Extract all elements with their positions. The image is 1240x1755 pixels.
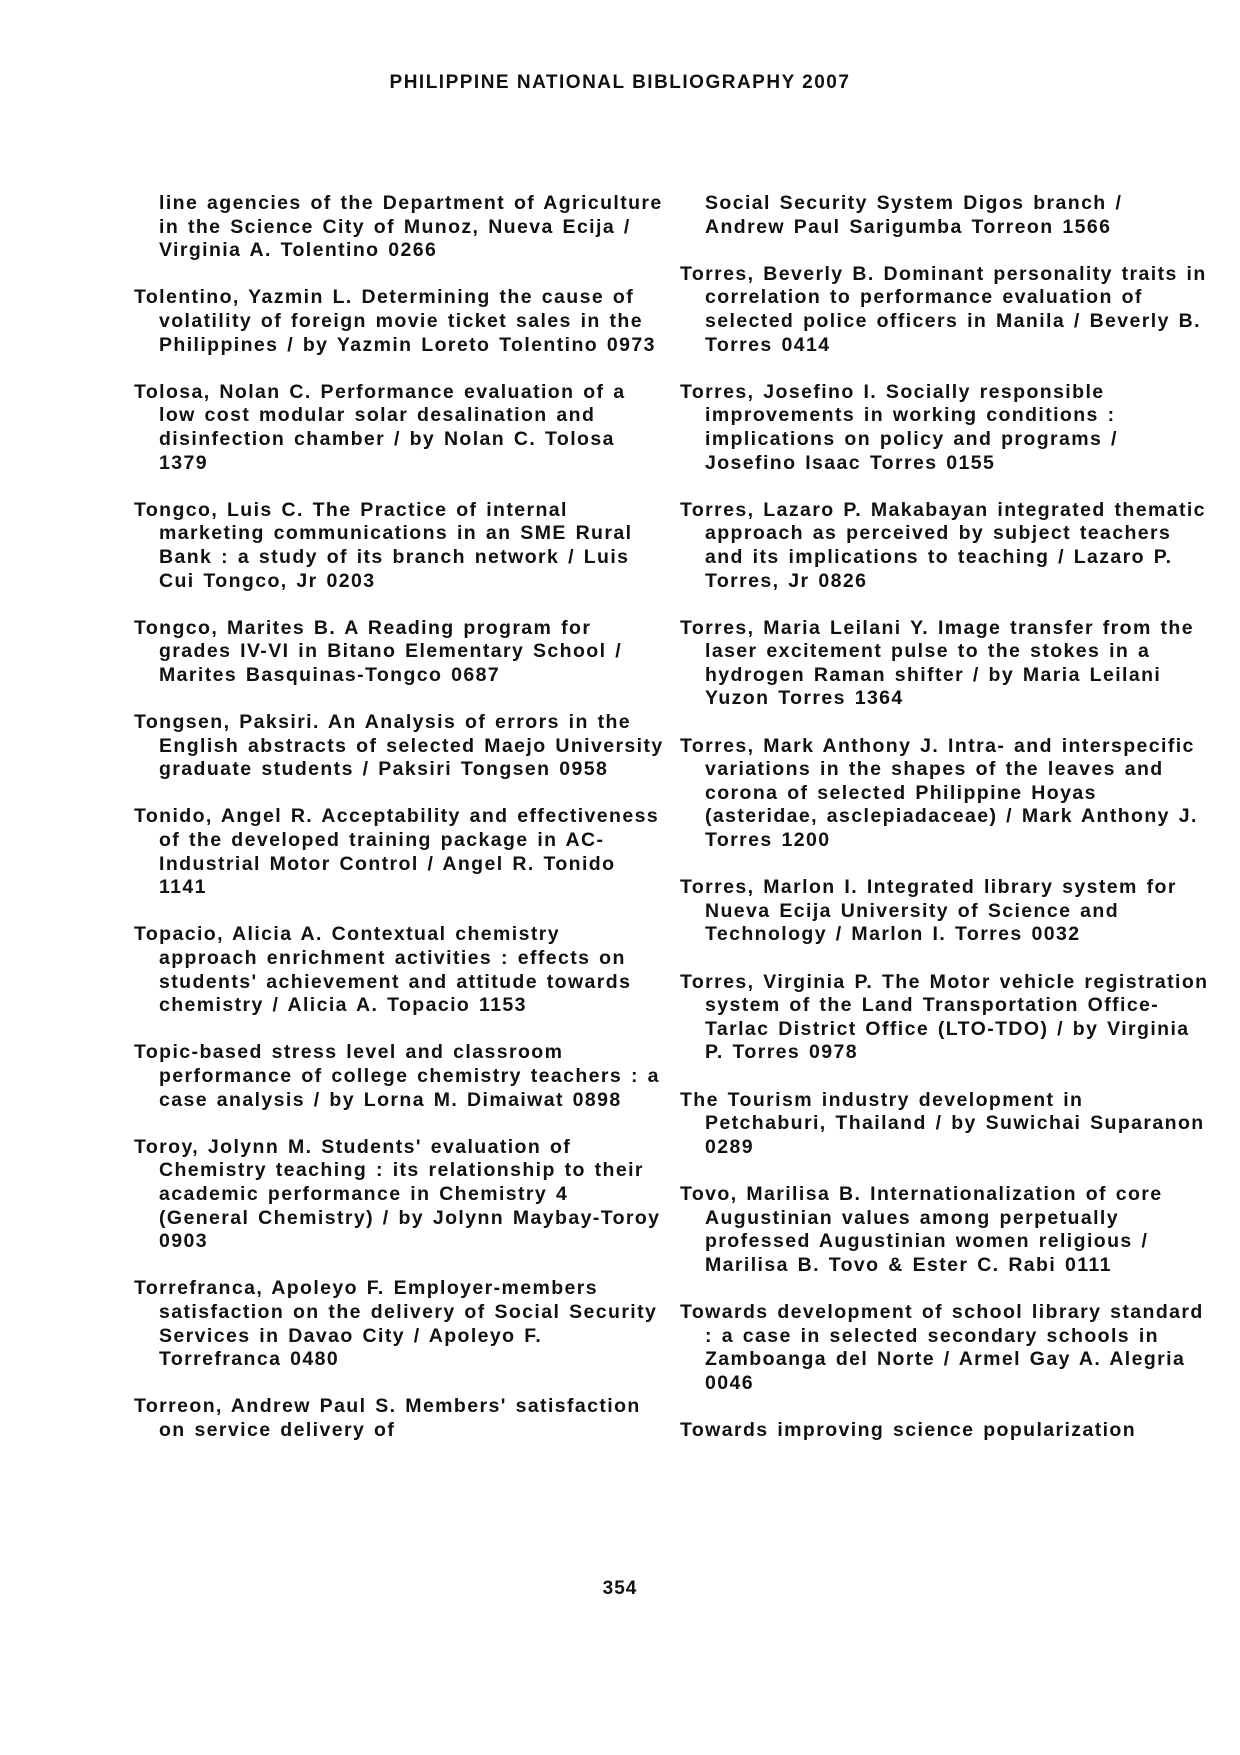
bibliography-entry: Tongco, Marites B. A Reading program for grades IV-VI in Bitano Elementary School / Marites Basquinas-Tongco 0687	[134, 616, 631, 686]
bibliography-entry: Torreon, Andrew Paul S. Members' satisfaction on service delivery of	[134, 1395, 650, 1441]
bibliography-entry: Topic-based stress level and classroom performance of college chemistry teachers : a case analysis / by Lorna M. Dimaiwat 0898	[134, 1041, 669, 1111]
bibliography-entry: Tovo, Marilisa B. Internationalization of core Augustinian values among perpetually professed Augustinian women religious / Marilisa B. Tovo & Ester C. Rabi 0111	[680, 1182, 1171, 1276]
bibliography-entry: The Tourism industry development in Petchaburi, Thailand / by Suwichai Suparanon 0289	[680, 1088, 1214, 1158]
bibliography-entry: Tongco, Luis C. The Practice of internal marketing communications in an SME Rural Bank : a study of its branch network / Luis Cui Tongco, Jr 0203	[134, 498, 642, 592]
bibliography-entry: Torrefranca, Apoleyo F. Employer-members satisfaction on the delivery of Social Security Services in Davao City / Apoleyo F. Torrefranca 0480	[134, 1277, 667, 1371]
bibliography-entry: Toroy, Jolynn M. Students' evaluation of Chemistry teaching : its relationship to their academic performance in Chemistry 4 (General Chemistry) / by Jolynn Maybay-Toroy 0903	[134, 1135, 670, 1253]
bibliography-entry: Tolosa, Nolan C. Performance evaluation of a low cost modular solar desalination and disinfection chamber / by Nolan C. Tolosa 1379	[134, 380, 635, 474]
bibliography-entry: Torres, Virginia P. The Motor vehicle registration system of the Land Transportation Office-Tarlac District Office (LTO-TDO) / by Virginia P. Torres 0978	[680, 970, 1218, 1064]
page-number: 354	[602, 1578, 638, 1599]
bibliography-entry: Torres, Marlon I. Integrated library system for Nueva Ecija University of Science and Technology / Marlon I. Torres 0032	[680, 876, 1186, 946]
bibliography-entry: Torres, Josefino I. Socially responsible improvements in working conditions : implications on policy and programs / Josefino Isaac Torres 0155	[680, 380, 1127, 474]
bibliography-entry: Tongsen, Paksiri. An Analysis of errors in the English abstracts of selected Maejo University graduate students / Paksiri Tongsen 0958	[134, 711, 673, 781]
bibliography-entry: Torres, Beverly B. Dominant personality traits in correlation to performance evaluation of selected police officers in Manila / Beverly B. Torres 0414	[680, 262, 1216, 356]
bibliography-entry: Torres, Mark Anthony J. Intra- and interspecific variations in the shapes of the leaves and corona of selected Philippine Hoyas (asteridae, asclepiadaceae) / Mark Anthony J. Torres 1200	[680, 734, 1207, 852]
bibliography-entry: Torres, Maria Leilani Y. Image transfer from the laser excitement pulse to the stokes in a hydrogen Raman shifter / by Maria Leilani Yuzon Torres 1364	[680, 616, 1203, 710]
left-column	[134, 192, 673, 1466]
bibliography-entry: Tonido, Angel R. Acceptability and effectiveness of the developed training package in AC-Industrial Motor Control / Angel R. Tonido 1141	[134, 805, 668, 899]
bibliography-entry: Towards improving science popularization	[680, 1418, 1137, 1441]
running-head-title: PHILIPPINE NATIONAL BIBLIOGRAPHY 2007	[389, 72, 851, 93]
bibliography-entry: line agencies of the Department of Agriculture in the Science City of Munoz, Nueva Ecija / Virginia A. Tolentino 0266	[159, 192, 672, 262]
bibliography-entry: Topacio, Alicia A. Contextual chemistry approach enrichment activities : effects on students' achievement and attitude towards chemistry / Alicia A. Topacio 1153	[134, 923, 641, 1017]
bibliography-entry: Torres, Lazaro P. Makabayan integrated thematic approach as perceived by subject teachers and its implications to teaching / Lazaro P. Torres, Jr 0826	[680, 498, 1215, 592]
right-column	[680, 192, 1218, 1466]
bibliography-entry: Social Security System Digos branch / Andrew Paul Sarigumba Torreon 1566	[705, 192, 1131, 238]
bibliography-entry: Tolentino, Yazmin L. Determining the cause of volatility of foreign movie ticket sales in the Philippines / by Yazmin Loreto Tolentino 0973	[134, 286, 656, 356]
bibliography-entry: Towards development of school library standard : a case in selected secondary schools in Zamboanga del Norte / Armel Gay A. Alegria 0046	[680, 1300, 1213, 1394]
